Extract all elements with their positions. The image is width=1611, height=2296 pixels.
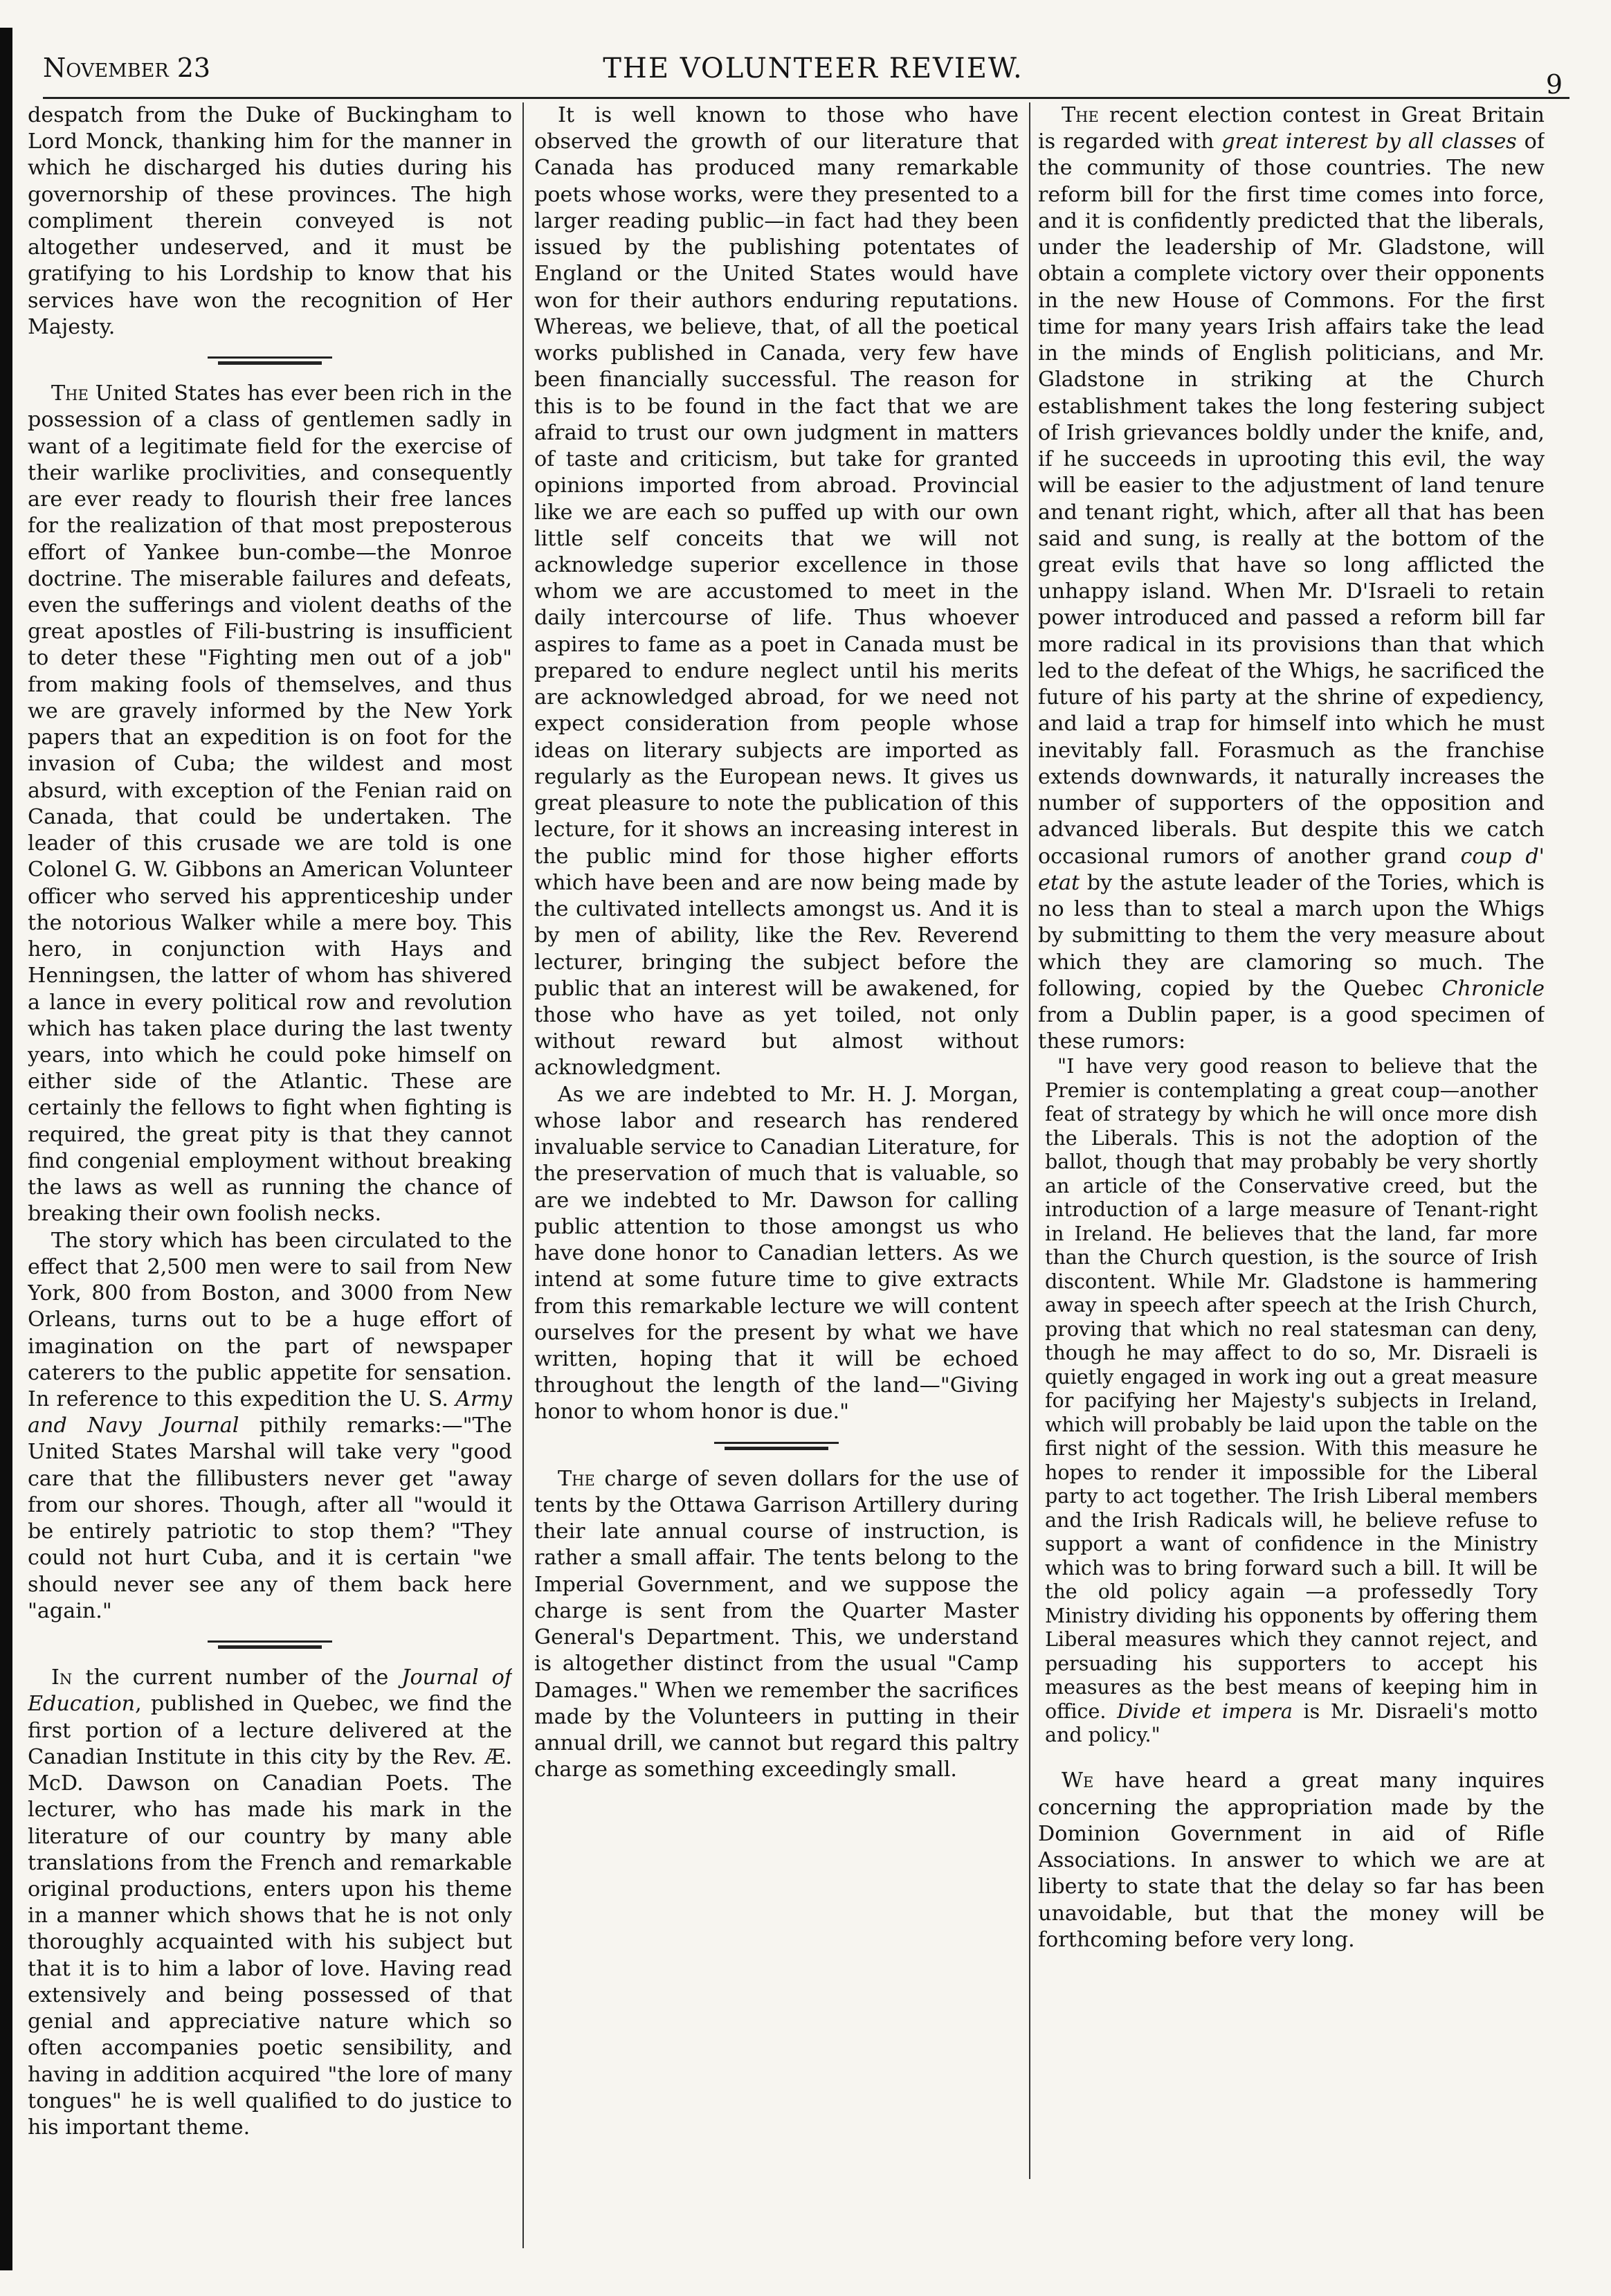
quote-text: Divide et impera (1117, 1699, 1293, 1723)
article-paragraph (28, 1228, 512, 1625)
article-filibusters (28, 381, 512, 1228)
article-text: recent election contest in Great Britain is regarded with (1038, 103, 1545, 154)
journal-title: Journal of Education (28, 1665, 512, 1717)
article-text: pithily remarks:—"The United States Marshal will take very "good care that the fillibusters never get "away from our shores. Though, after all "would it be entirely patriotic to stop them? "They could not hurt Cuba, and it is certain "we should never see any of them back here "again." (28, 1413, 512, 1623)
column-rule (1029, 102, 1030, 2179)
lead-word: We (1062, 1769, 1094, 1793)
article-text: of the community of those countries. The new reform bill for the first time comes into force, and it is confidently predicted that the liberals, under the leadership of Mr. Gladstone, will obtain a complete victory over their opponents in the new House of Commons. For the first time for many years Irish affairs take the lead in the minds of English politicians, and Mr. Gladstone in striking at the Church establishment takes the long festering subject of Irish grievances boldly under the knife, and, if he succeeds in uprooting this evil, the way will be easier to the adjustment of land tenure and tenant right, which, after all that has been said and sung, is really at the bottom of the great evils that have so long afflicted the unhappy island. When Mr. D'Israeli to retain power introduced and passed a reform bill far more radical in its provisions than that which led to the defeat of the Whigs, he sacrificed the future of his party at the shrine of expediency, and laid a trap for himself into which he must inevitably fall. Forasmuch as the franchise extends downwards, it naturally increases the number of supporters of the opposition and advanced liberals. But despite this we catch occasional rumors of another grand (1038, 129, 1545, 869)
article-text: the current number of the (85, 1665, 389, 1690)
article-lord-monck: despatch from the Duke of Buckingham to Lord Monck, thanking him for the manner in which he discharged his duties during his governorship of these provinces. The high compliment therein conveyed is not altogether undeserved, and it must be gratifying to his Lordship to know that his services have won the recognition of Her Majesty. (28, 103, 512, 339)
article-text: charge of seven dollars for the use of tents by the Ottawa Garrison Artillery during their late annual course of instruction, is rather a small affair. The tents belong to the Imperial Government, and we suppose the charge is sent from the Quarter Master General's Department. This, we understand is altogether distinct from the usual "Camp Damages." When we remember the sacrifices made by the Volunteers in putting in their annual drill, we cannot but regard this paltry charge as something exceedingly small. (534, 1466, 1019, 1782)
page-header (43, 40, 1583, 100)
article-text: great interest by all classes (1221, 129, 1517, 154)
article-text: The story which has been circulated to the effect that 2,500 men were to sail from New York, 800 from Boston, and 3000 from New Orleans, turns out to be a huge effort of imagination on the part of newspaper caterers to the public appetite for sensation. In reference to this expedition the U. S. (28, 1228, 512, 1412)
article-text: have heard a great many inquires concerning the appropriation made by the Dominion Government in aid of Rifle Associations. In answer to which we are at liberty to state that the delay so far has been unavoidable, but that the money will be forthcoming before very long. (1038, 1769, 1545, 1952)
article-text: coup d' etat (1038, 844, 1545, 895)
column-rule (522, 102, 524, 2248)
article-text: United States has ever been rich in the possession of a class of gentlemen sadly in want of a legitimate field for the exercise of their warlike proclivities, and consequently are ever ready to flourish their free lances for the realization of that most preposterous effort of Yankee bun-combe—the Monroe doctrine. The miserable failures and defeats, even the sufferings and violent deaths of the great apostles of Fili-bustring is insufficient to deter these "Fighting men out of a job" from making fools of themselves, and thus we are gravely informed by the New York papers that an expedition is on foot for the invasion of Cuba; the wildest and most absurd, with exception of the Fenian raid on Canada, that could be undertaken. The leader of this crusade we are told is one Colonel G. W. Gibbons an American Volunteer officer who served his apprenticeship under the notorious Walker while a mere boy. This hero, in conjunction with Hays and Henningsen, the latter of whom has shivered a lance in every political row and revolution which has taken place during the last twenty years, into which he could poke himself on either side of the Atlantic. These are certainly the fellows to fight when fighting is required, the great pity is that they cannot find congenial employment without breaking the laws as well as running the chance of breaking their own foolish necks. (28, 381, 512, 1227)
article-separator (28, 1625, 512, 1665)
article-text: by the astute leader of the Tories, which is no less than to steal a march upon the Whigs by submitting to them the very measure about which they are clamoring so much. The following, copied by the Quebec (1038, 870, 1545, 1001)
article-canadian-poets (28, 1665, 512, 2141)
article-rifle-associations (1038, 1768, 1545, 1953)
article-tent-charges (534, 1466, 1019, 1784)
quote-text: is Mr. Disraeli's motto and policy." (1045, 1699, 1538, 1746)
issue-date: November 23 (43, 53, 211, 83)
quote-text: "I have very good reason to believe that the Premier is contemplating a great coup—another feat of strategy by which he will once more dish the Liberals. This is not the adoption of the ballot, though that may probably be very shortly an article of the Conservative creed, but the introduction of a large measure of Tenant-right in Ireland. He believes that the land, far more than the Church question, is the source of Irish discontent. While Mr. Gladstone is hammering away in speech after speech at the Irish Church, proving that which no real statesman can deny, though he may affect to do so, Mr. Disraeli is quietly engaged in work ing out a great measure for pacifying her Majesty's subjects in Ireland, which will probably be laid upon the table on the first night of the session. With this measure he hopes to render it impossible for the Liberal party to act together. The Irish Liberal members and the Irish Radicals will, he believe refuse to support a want of confidence in the Ministry which was to bring forward such a bill. It will be the old policy again —a professedly Tory Ministry dividing his opponents by offering them Liberal measures which they cannot reject, and persuading his supporters to accept his measures as the best means of keeping him in office. (1045, 1055, 1538, 1723)
column-3 (1038, 102, 1545, 2254)
header-rule (43, 97, 1569, 99)
article-paragraph: It is well known to those who have observed the growth of our literature that Canada has produced many remarkable poets whose works, were they presented to a larger reading public—in fact had they been issued by the publishing potentates of England or the United States would have won for their authors enduring reputations. Whereas, we believe, that, of all the poetical works published in Canada, very few have been financially successful. The reason for this is to be found in the fact that we are afraid to trust our own judgment in matters of taste and criticism, but take for granted opinions imported from abroad. Provincial like we are each so puffed up with our own little self conceits that we will not acknowledge superior excellence in those whom we are accustomed to meet in the daily intercourse of life. Thus whoever aspires to fame as a poet in Canada must be prepared to endure neglect until his merits are acknowledged abroad, for we need not expect consideration from people whose ideas on literary subjects are imported as regularly as the European news. It gives us great pleasure to note the publication of this lecture, for it shows an increasing interest in the public mind for those higher efforts which have been and are now being made by the cultivated intellects amongst us. And it is by men of ability, like the Rev. Reverend lecturer, bringing the subject before the public that an interest will be awakened, for those who have as yet toiled, not only without reward but almost without acknowledgment. (534, 103, 1019, 1081)
page-number: 9 (1545, 69, 1563, 100)
newspaper-name: Chronicle (1441, 976, 1545, 1001)
newspaper-title: THE VOLUNTEER REVIEW. (603, 53, 1023, 84)
article-paragraph: As we are indebted to Mr. H. J. Morgan, whose labor and research has rendered invaluable service to Canadian Literature, for the preservation of much that is valuable, so are we indebted to Mr. Dawson for calling public attention to those amongst us who have done honor to Canadian letters. As we intend at some future time to give extracts from this remarkable lecture we will content ourselves for the present by what we have written, hoping that it will be echoed throughout the length of the land—"Giving honor to whom honor is due." (534, 1082, 1019, 1425)
journal-title: Army and Navy Journal (28, 1387, 512, 1438)
lead-word: The (558, 1466, 595, 1491)
article-text: , published in Quebec, we find the first portion of a lecture delivered at the Canadian Institute in this city by the Rev. Æ. McD. Dawson on Canadian Poets. The lecturer, who has made his mark in the literature of our country by many able translations from the French and remarkable original productions, enters upon his theme in a manner which shows that he is not only thoroughly acquainted with his subject but that it is to him a labor of love. Having read extensively and being possessed of that genial and appreciative nature which so often accompanies poetic sensibility, and having in addition acquired "the lore of many tongues" he is well qualified to do justice to his important theme. (28, 1692, 512, 2140)
column-1 (28, 102, 512, 2254)
article-separator (28, 341, 512, 381)
column-2 (534, 102, 1019, 2254)
lead-word: The (1062, 103, 1099, 127)
lead-word: In (51, 1665, 73, 1690)
article-separator (534, 1426, 1019, 1466)
article-british-election (1038, 102, 1545, 1055)
block-quote (1038, 1055, 1545, 1747)
page-binding-edge (0, 28, 12, 2270)
lead-word: The (51, 381, 89, 406)
article-text: from a Dublin paper, is a good specimen of these rumors: (1038, 1002, 1545, 1054)
